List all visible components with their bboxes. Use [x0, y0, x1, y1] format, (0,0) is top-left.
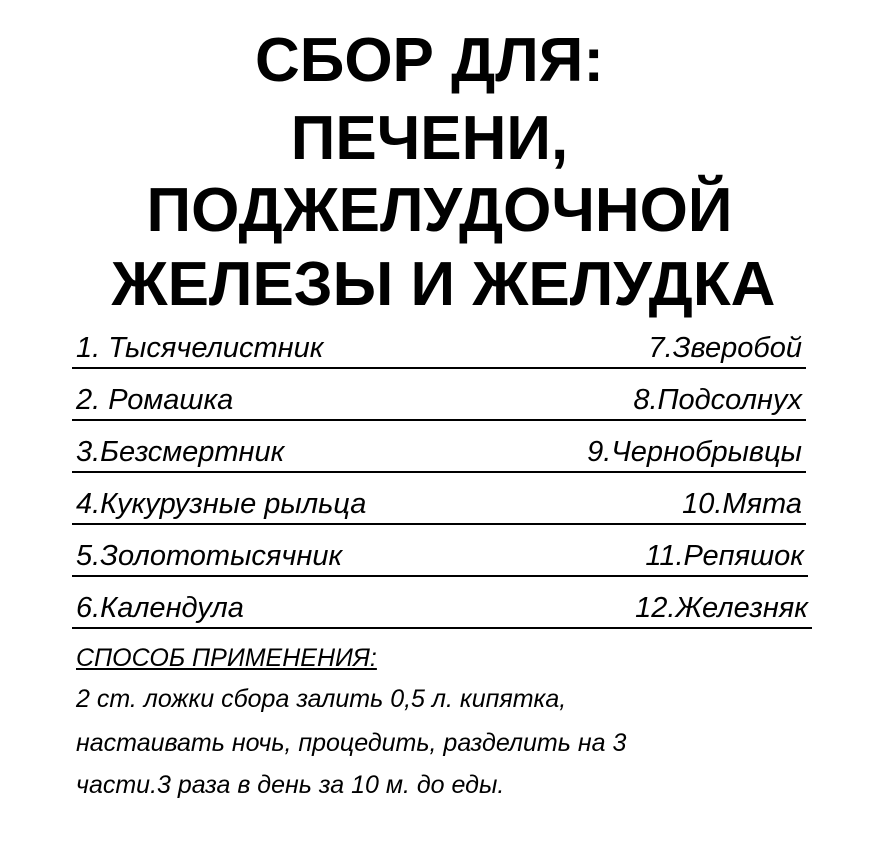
- herb-row-6: [72, 587, 812, 629]
- herb-left-6: 6.Календула: [76, 592, 244, 624]
- herb-row-3: [72, 431, 806, 473]
- title-line-2: ПЕЧЕНИ,: [290, 104, 569, 173]
- instruction-line-3: части.3 раза в день за 10 м. до еды.: [76, 771, 505, 799]
- herb-left-1: 1. Тысячелистник: [76, 332, 324, 364]
- herb-left-3: 3.Безсмертник: [76, 436, 285, 468]
- herb-row-4: [72, 483, 806, 525]
- herb-right-2: 8.Подсолнух: [633, 384, 802, 416]
- herb-right-5: 11.Репяшок: [645, 540, 804, 572]
- instruction-line-2: настаивать ночь, процедить, разделить на 3: [76, 729, 627, 757]
- herb-right-3: 9.Чернобрывцы: [587, 436, 802, 468]
- herb-right-4: 10.Мята: [682, 488, 802, 520]
- herb-row-5: [72, 535, 808, 577]
- herb-right-6: 12.Железняк: [635, 592, 808, 624]
- instruction-line-1: 2 ст. ложки сбора залить 0,5 л. кипятка,: [76, 685, 567, 713]
- title-line-3: ПОДЖЕЛУДОЧНОЙ: [146, 176, 733, 245]
- method-heading: СПОСОБ ПРИМЕНЕНИЯ:: [76, 644, 377, 672]
- herb-left-4: 4.Кукурузные рыльца: [76, 488, 367, 520]
- herb-left-5: 5.Золототысячник: [76, 540, 343, 572]
- title-line-1: СБОР ДЛЯ:: [254, 26, 605, 95]
- herb-row-2: [72, 379, 806, 421]
- herb-right-1: 7.Зверобой: [648, 332, 802, 364]
- herb-left-2: 2. Ромашка: [76, 384, 234, 416]
- herb-row-1: [72, 327, 806, 369]
- title-line-4: ЖЕЛЕЗЫ И ЖЕЛУДКА: [111, 250, 776, 319]
